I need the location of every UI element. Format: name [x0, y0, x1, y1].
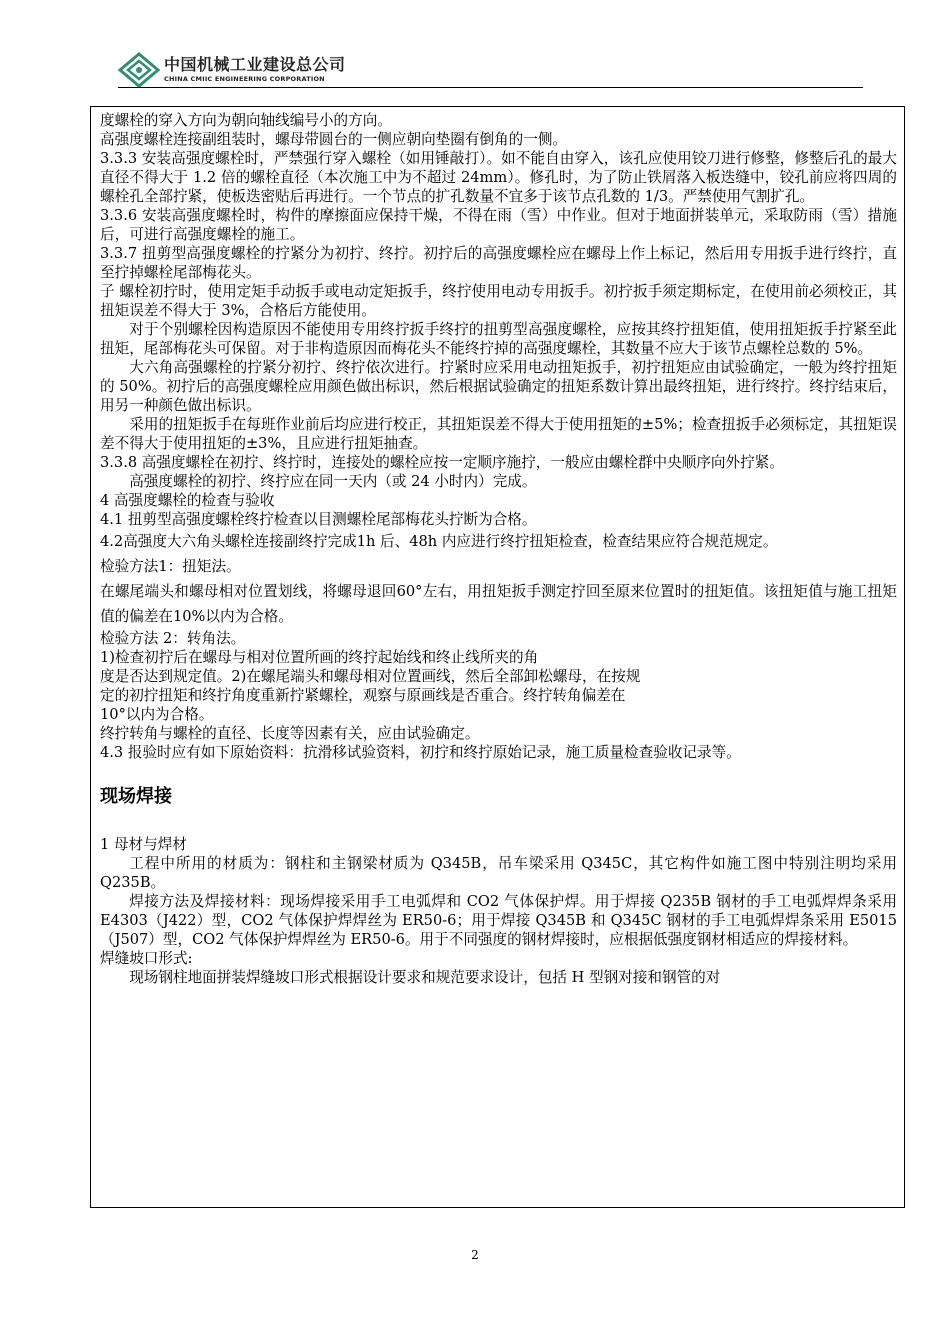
paragraph: 4.1 扭剪型高强度螺栓终拧检查以目测螺栓尾部梅花头拧断为合格。	[100, 511, 537, 528]
paragraph: 对于个别螺栓因构造原因不能使用专用终拧扳手终拧的扭剪型高强度螺栓，应按其终拧扭矩值，使用扭矩扳手拧紧至此扭矩，尾部梅花头可保留。对于非构造原因而梅花头不能终拧掉的高强度螺栓，其数量不应大于该节点螺栓总数的 5%。	[100, 321, 897, 357]
paragraph: 4.3 报验时应有如下原始资料：抗滑移试验资料，初拧和终拧原始记录，施工质量检查验收记录等。	[100, 744, 741, 761]
paragraph: 10°以内为合格。	[100, 706, 214, 723]
paragraph: 3.3.8 高强度螺栓在初拧、终拧时，连接处的螺栓应按一定顺序施拧，一般应由螺栓群中央顺序向外拧紧。	[100, 454, 784, 471]
header-rule	[118, 87, 863, 88]
paragraph: 度螺栓的穿入方向为朝向轴线编号小的方向。	[100, 112, 392, 129]
company-name-en: CHINA CMIIC ENGINEERING CORPORATION	[164, 75, 325, 84]
section-heading: 现场焊接	[100, 786, 172, 807]
paragraph: 4.2高强度大六角头螺栓连接副终拧完成1h 后、48h 内应进行终拧扭矩检查，检查结果应符合规范规定。	[100, 533, 778, 550]
paragraph: 子 螺栓初拧时，使用定矩手动扳手或电动定矩扳手，终拧使用电动专用扳手。初拧扳手须定期标定，在使用前必须校正，其扭矩误差不得大于 3%，合格后方能使用。	[100, 283, 897, 319]
section-title: 4 高强度螺栓的检查与验收	[100, 492, 275, 509]
company-header	[118, 52, 346, 88]
paragraph: 焊缝坡口形式:	[100, 950, 193, 967]
document-body	[100, 111, 897, 987]
paragraph: 在螺尾端头和螺母相对位置划线，将螺母退回60°左右，用扭矩扳手测定拧回至原来位置时的扭矩值。该扭矩值与施工扭矩值的偏差在10%以内为合格。	[100, 583, 897, 625]
paragraph: 大六角高强螺栓的拧紧分初拧、终拧依次进行。拧紧时应采用电动扭矩扳手，初拧扭矩应由试验确定，一般为终拧扭矩的 50%。初拧后的高强度螺栓应用颜色做出标识，然后根据试验确定的扭矩系数计算出最终扭矩，进行终拧。终拧结束后，用另一种颜色做出标识。	[100, 359, 897, 414]
paragraph: 终拧转角与螺栓的直径、长度等因素有关，应由试验确定。	[100, 725, 480, 742]
company-logo-icon	[118, 52, 160, 88]
paragraph: 高强度螺栓连接副组装时，螺母带圆台的一侧应朝向垫圈有倒角的一侧。	[100, 131, 568, 148]
paragraph: 现场钢柱地面拼装焊缝坡口形式根据设计要求和规范要求设计，包括 H 型钢对接和钢管的对	[129, 969, 721, 986]
paragraph: 1)检查初拧后在螺母与相对位置所画的终拧起始线和终止线所夹的角	[100, 649, 539, 666]
paragraph: 高强度螺栓的初拧、终拧应在同一天内（或 24 小时内）完成。	[129, 473, 537, 490]
paragraph: 3.3.6 安装高强度螺栓时，构件的摩擦面应保持干燥，不得在雨（雪）中作业。但对于地面拼装单元，采取防雨（雪）措施后，可进行高强度螺栓的施工。	[100, 207, 897, 243]
paragraph: 定的初拧扭矩和终拧角度重新拧紧螺栓，观察与原画线是否重合。终拧转角偏差在	[100, 687, 626, 704]
paragraph: 焊接方法及焊接材料：现场焊接采用手工电弧焊和 CO2 气体保护焊。用于焊接 Q235B 钢材的手工电弧焊焊条采用 E4303（J422）型，CO2 气体保护焊焊丝为 ER50-6；用于焊接 Q345B 和 Q345C 钢材的手工电弧焊焊条采用 E5015（J507）型，CO2 气体保护焊焊丝为 ER50-6。用于不同强度的钢材焊接时，应根据低强度钢材相适应的焊接材料。	[100, 893, 897, 948]
paragraph: 采用的扭矩扳手在每班作业前后均应进行校正，其扭矩误差不得大于使用扭矩的±5%；检查扭扳手必须标定，其扭矩误差不得大于使用扭矩的±3%，且应进行扭矩抽查。	[100, 416, 897, 452]
section-title: 1 母材与焊材	[100, 836, 187, 853]
paragraph: 工程中所用的材质为：钢柱和主钢梁材质为 Q345B，吊车梁采用 Q345C，其它构件如施工图中特别注明均采用 Q235B。	[100, 855, 897, 891]
paragraph: 检验方法 2：转角法。	[100, 630, 246, 647]
paragraph: 3.3.7 扭剪型高强度螺栓的拧紧分为初拧、终拧。初拧后的高强度螺栓应在螺母上作上标记，然后用专用扳手进行终拧，直至拧掉螺栓尾部梅花头。	[100, 245, 897, 281]
company-name-cn: 中国机械工业建设总公司	[164, 55, 346, 75]
page-number: 2	[471, 1248, 479, 1262]
paragraph: 3.3.3 安装高强度螺栓时，严禁强行穿入螺栓（如用锤敲打）。如不能自由穿入，该孔应使用铰刀进行修整，修整后孔的最大直径不得大于 1.2 倍的螺栓直径（本次施工中为不超过 24mm）。修孔时，为了防止铁屑落入板迭缝中，铰孔前应将四周的螺栓孔全部拧紧，使板迭密贴后再进行。一个节点的扩孔数量不宜多于该节点孔数的 1/3。严禁使用气割扩孔。	[100, 150, 897, 205]
paragraph: 度是否达到规定值。2)在螺尾端头和螺母相对位置画线，然后全部卸松螺母，在按规	[100, 668, 641, 685]
paragraph: 检验方法1：扭矩法。	[100, 558, 241, 575]
